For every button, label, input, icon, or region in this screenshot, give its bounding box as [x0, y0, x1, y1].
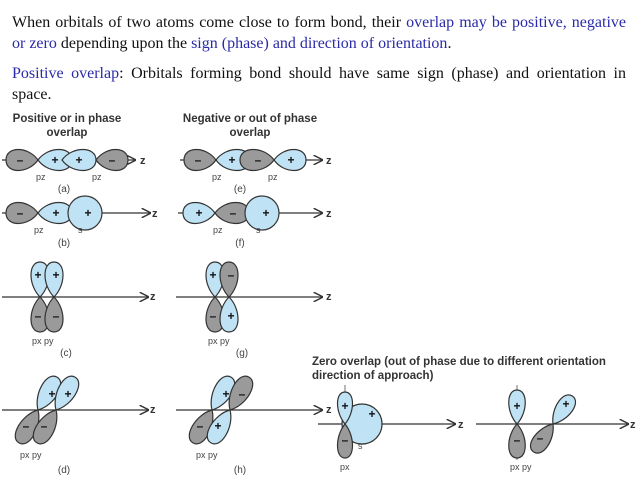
intro-highlight-overlap: overlap may be positive, negative or zero — [12, 14, 627, 52]
heading-zero-line2: direction of approach) — [312, 370, 434, 382]
panel-zero-s — [318, 385, 455, 458]
sign-d1: + — [48, 387, 56, 401]
orbital-label-f1: pz — [213, 225, 223, 235]
sign-c2: + — [52, 268, 60, 282]
z-label-e: z — [326, 155, 332, 167]
sign-h1: + — [222, 387, 230, 401]
sign-g3: – — [209, 309, 217, 323]
positive-overlap-text: : Orbitals forming bond should have same sign (phase) and orientation in space. — [12, 65, 627, 103]
z-label-c: z — [150, 291, 156, 303]
sign-c1: + — [34, 268, 42, 282]
orbital-label-g: px py — [208, 336, 230, 346]
panel-letter-b: (b) — [57, 238, 71, 249]
orbital-label-zero-pp: px py — [510, 462, 532, 472]
orbital-label-e1: pz — [212, 172, 222, 182]
sign-b1: – — [16, 206, 24, 220]
orbital-label-b2: s — [78, 225, 83, 235]
sign-e2: + — [228, 153, 236, 167]
panel-h — [176, 373, 322, 448]
sign-zero-3: + — [368, 407, 376, 421]
orbital-label-c: px py — [32, 336, 54, 346]
sign-g4: + — [227, 309, 235, 323]
panel-letter-c: (c) — [60, 348, 72, 359]
intro-text-before: When orbitals of two atoms come close to form bond, their — [12, 14, 407, 31]
orbital-label-f2: s — [256, 225, 261, 235]
heading-positive-line2: overlap — [46, 127, 88, 139]
heading-negative-line2: overlap — [229, 127, 271, 139]
heading-negative-line1: Negative or out of phase — [182, 113, 318, 125]
sign-e4: + — [287, 153, 295, 167]
sign-d4: – — [40, 419, 48, 433]
sign-f1: + — [195, 206, 203, 220]
panel-g — [176, 262, 322, 332]
intro-highlight-sign: sign (phase) and direction of orientation — [191, 35, 448, 52]
panel-letter-f: (f) — [235, 238, 245, 249]
intro-text-middle: depending upon the — [56, 35, 192, 52]
orbital-label-b1: pz — [34, 225, 44, 235]
sign-zero-4: + — [513, 399, 521, 413]
sign-d2: + — [64, 387, 72, 401]
orbital-label-a1: pz — [36, 172, 46, 182]
sign-zero-7: – — [536, 431, 544, 445]
panel-c — [2, 262, 148, 332]
z-label-b: z — [152, 208, 158, 220]
sign-a4: – — [108, 153, 116, 167]
orbital-label-e2: pz — [268, 172, 278, 182]
panel-letter-e: (e) — [233, 184, 247, 195]
sign-a2: + — [51, 153, 59, 167]
sign-zero-2: – — [341, 433, 349, 447]
positive-overlap-label: Positive overlap — [12, 65, 120, 82]
intro-text-end: . — [447, 35, 452, 52]
sign-a3: + — [75, 153, 83, 167]
orbital-label-h: px py — [196, 450, 218, 460]
z-label-zero-s: z — [458, 419, 464, 431]
z-label-zero-p: z — [630, 419, 636, 431]
sign-a1: – — [16, 153, 24, 167]
panel-letter-d: (d) — [57, 465, 71, 476]
sign-b2: + — [52, 206, 60, 220]
orbital-label-d: px py — [20, 450, 42, 460]
panel-b — [2, 196, 150, 230]
z-label-h: z — [326, 404, 332, 416]
sign-f2: – — [229, 206, 237, 220]
sign-zero-1: + — [341, 399, 349, 413]
z-label-g: z — [326, 291, 332, 303]
z-label-a: z — [140, 155, 146, 167]
z-label-f: z — [326, 208, 332, 220]
sign-g1: + — [209, 268, 217, 282]
z-label-d: z — [150, 404, 156, 416]
heading-positive-line1: Positive or in phase — [12, 113, 122, 125]
sign-b3: + — [84, 206, 92, 220]
panel-d — [2, 373, 148, 448]
sign-h4: + — [214, 419, 222, 433]
sign-zero-6: + — [562, 397, 570, 411]
panel-letter-g: (g) — [235, 348, 249, 359]
sign-f3: + — [262, 206, 270, 220]
panel-letter-h: (h) — [233, 465, 247, 476]
sign-g2: – — [227, 268, 235, 282]
orbital-label-zero-s: s — [358, 441, 363, 451]
orbital-label-zero-px: px — [340, 462, 350, 472]
sign-d3: – — [22, 419, 30, 433]
sign-e1: – — [194, 153, 202, 167]
sign-h2: – — [238, 387, 246, 401]
sign-zero-5: – — [513, 433, 521, 447]
sign-e3: – — [254, 153, 262, 167]
sign-c3: – — [34, 309, 42, 323]
sign-c4: – — [52, 309, 60, 323]
heading-zero-line1: Zero overlap (out of phase due to different orientation — [312, 356, 606, 368]
orbital-label-a2: pz — [92, 172, 102, 182]
panel-letter-a: (a) — [57, 184, 71, 195]
panel-zero-p — [476, 385, 628, 460]
sign-h3: – — [196, 419, 204, 433]
